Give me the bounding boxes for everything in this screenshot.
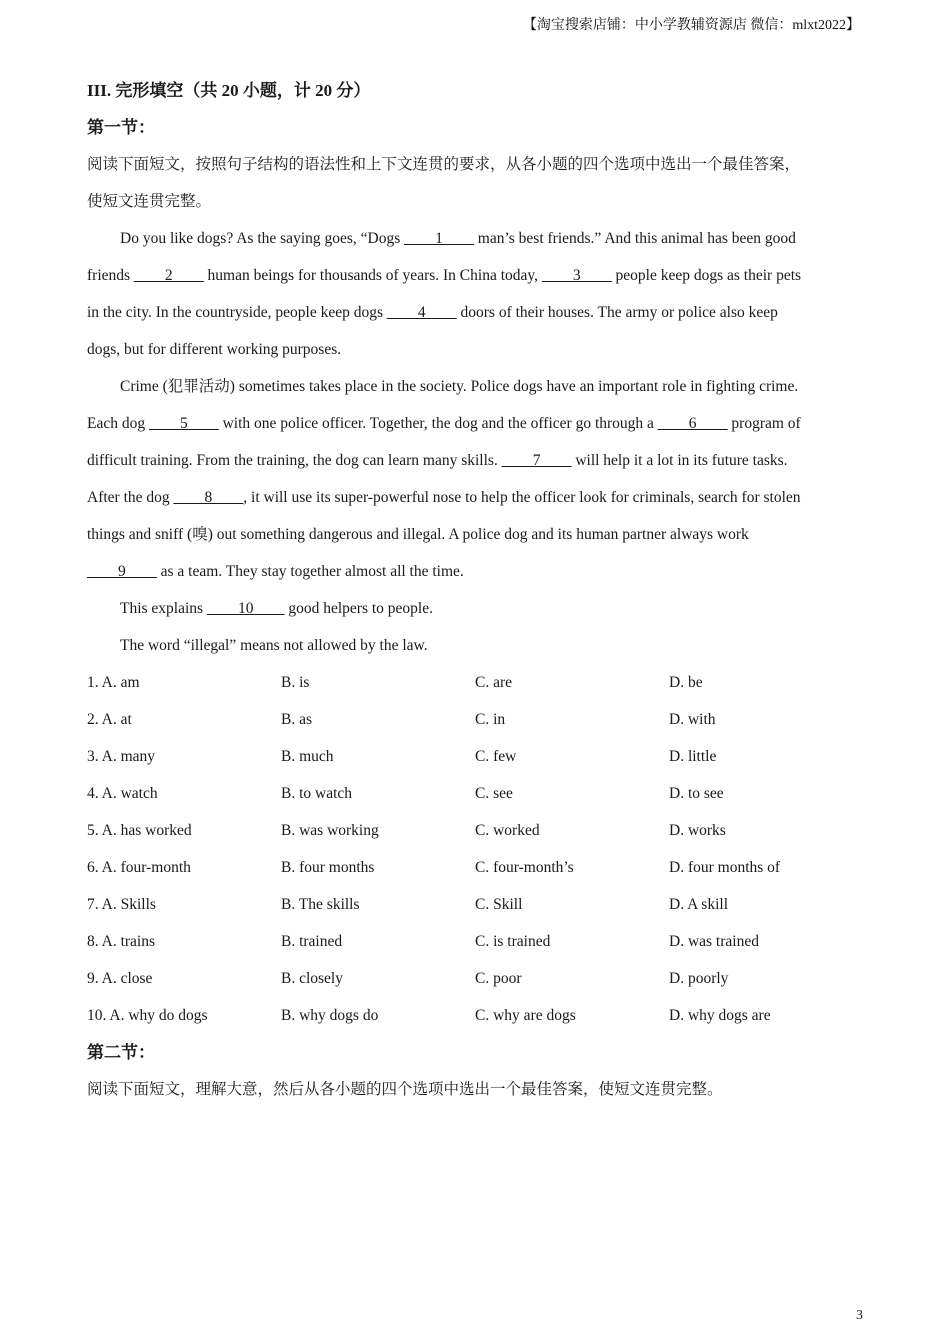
option: C. why are dogs <box>475 1007 576 1024</box>
option: D. why dogs are <box>669 1007 771 1024</box>
option: B. The skills <box>281 896 360 913</box>
question-row <box>87 701 863 738</box>
page-header: 【淘宝搜索店铺：中小学教辅资源店 微信：mlxt2022】 <box>522 18 860 33</box>
option: D. was trained <box>669 933 759 950</box>
passage-line: things and sniff (嗅) out something dangerous and illegal. A police dog and its human partner always work <box>87 526 749 543</box>
question-row <box>87 738 863 775</box>
option: B. why dogs do <box>281 1007 379 1024</box>
passage-line: in the city. In the countryside, people keep dogs ____4____ doors of their houses. The army or police also keep <box>87 304 778 321</box>
option: D. be <box>669 674 703 691</box>
page-number: 3 <box>856 1308 863 1323</box>
option: 10. A. why do dogs <box>87 1007 208 1024</box>
option: 5. A. has worked <box>87 822 192 839</box>
option: B. closely <box>281 970 343 987</box>
option: B. much <box>281 748 334 765</box>
option: D. to see <box>669 785 724 802</box>
section-title: III. 完形填空（共 20 小题，计 20 分） <box>87 81 371 100</box>
option: D. four months of <box>669 859 781 876</box>
option: B. is <box>281 674 310 691</box>
option: C. poor <box>475 970 522 987</box>
option: C. Skill <box>475 896 523 913</box>
question-row <box>87 923 863 960</box>
option: C. few <box>475 748 517 765</box>
question-list <box>87 664 863 1034</box>
question-row <box>87 812 863 849</box>
passage-line: Do you like dogs? As the saying goes, “Dogs ____1____ man’s best friends.” And this animal has been good <box>120 230 796 247</box>
question-row <box>87 886 863 923</box>
blank-8: ____8____ <box>173 489 244 506</box>
passage-line: Crime (犯罪活动) sometimes takes place in the society. Police dogs have an important role in fighting crime. <box>120 378 799 395</box>
blank-1: ____1____ <box>404 230 474 247</box>
option: D. poorly <box>669 970 729 987</box>
passage-line: difficult training. From the training, the dog can learn many skills. ____7____ will help it a lot in its future tasks. <box>87 452 788 469</box>
question-row <box>87 775 863 812</box>
part2-title: 第二节： <box>87 1043 155 1062</box>
question-row <box>87 960 863 997</box>
passage-line: friends ____2____ human beings for thousands of years. In China today, ____3____ people keep dogs as their pets <box>87 267 802 284</box>
option: B. to watch <box>281 785 353 802</box>
option: D. works <box>669 822 726 839</box>
option: B. was working <box>281 822 379 839</box>
question-row <box>87 849 863 886</box>
option: D. A skill <box>669 896 729 913</box>
question-row <box>87 664 863 701</box>
blank-7: ____7____ <box>501 452 572 469</box>
option: 7. A. Skills <box>87 896 156 913</box>
blank-3: ____3____ <box>541 267 612 284</box>
option: 1. A. am <box>87 674 140 691</box>
passage-line: This explains ____10____ good helpers to people. <box>120 600 433 617</box>
option: C. worked <box>475 822 540 839</box>
option: B. trained <box>281 933 343 950</box>
part1-instructions-line1: 阅读下面短文，按照句子结构的语法性和上下文连贯的要求，从各小题的四个选项中选出一个最佳答案， <box>87 156 801 173</box>
option: 3. A. many <box>87 748 156 765</box>
option: 6. A. four-month <box>87 859 191 876</box>
option: D. with <box>669 711 716 728</box>
question-row <box>87 997 863 1034</box>
option: C. four-month’s <box>475 859 574 876</box>
document-body <box>87 72 863 1108</box>
blank-4: ____4____ <box>386 304 457 321</box>
blank-10: ____10____ <box>206 600 285 617</box>
option: 8. A. trains <box>87 933 156 950</box>
passage-line: After the dog ____8____, it will use its super-powerful nose to help the officer look for criminals, search for stolen <box>87 489 801 506</box>
option: C. see <box>475 785 513 802</box>
option: 4. A. watch <box>87 785 158 802</box>
option: B. four months <box>281 859 375 876</box>
option: C. is trained <box>475 933 551 950</box>
blank-9: ____9____ <box>87 563 157 580</box>
passage-line: ____9____ as a team. They stay together almost all the time. <box>87 563 464 580</box>
blank-5: ____5____ <box>148 415 219 432</box>
blank-2: ____2____ <box>133 267 204 284</box>
passage-line: dogs, but for different working purposes. <box>87 341 342 358</box>
blank-6: ____6____ <box>657 415 728 432</box>
option: 9. A. close <box>87 970 153 987</box>
option: D. little <box>669 748 717 765</box>
note-line: The word “illegal” means not allowed by the law. <box>120 637 428 654</box>
option: B. as <box>281 711 312 728</box>
option: C. in <box>475 711 506 728</box>
passage-line: Each dog ____5____ with one police officer. Together, the dog and the officer go through a ____6____ program of <box>87 415 801 432</box>
part1-instructions-line2: 使短文连贯完整。 <box>87 193 212 210</box>
part1-title: 第一节： <box>87 118 155 137</box>
option: 2. A. at <box>87 711 132 728</box>
option: C. are <box>475 674 513 691</box>
part2-instructions: 阅读下面短文，理解大意，然后从各小题的四个选项中选出一个最佳答案，使短文连贯完整。 <box>87 1081 723 1098</box>
